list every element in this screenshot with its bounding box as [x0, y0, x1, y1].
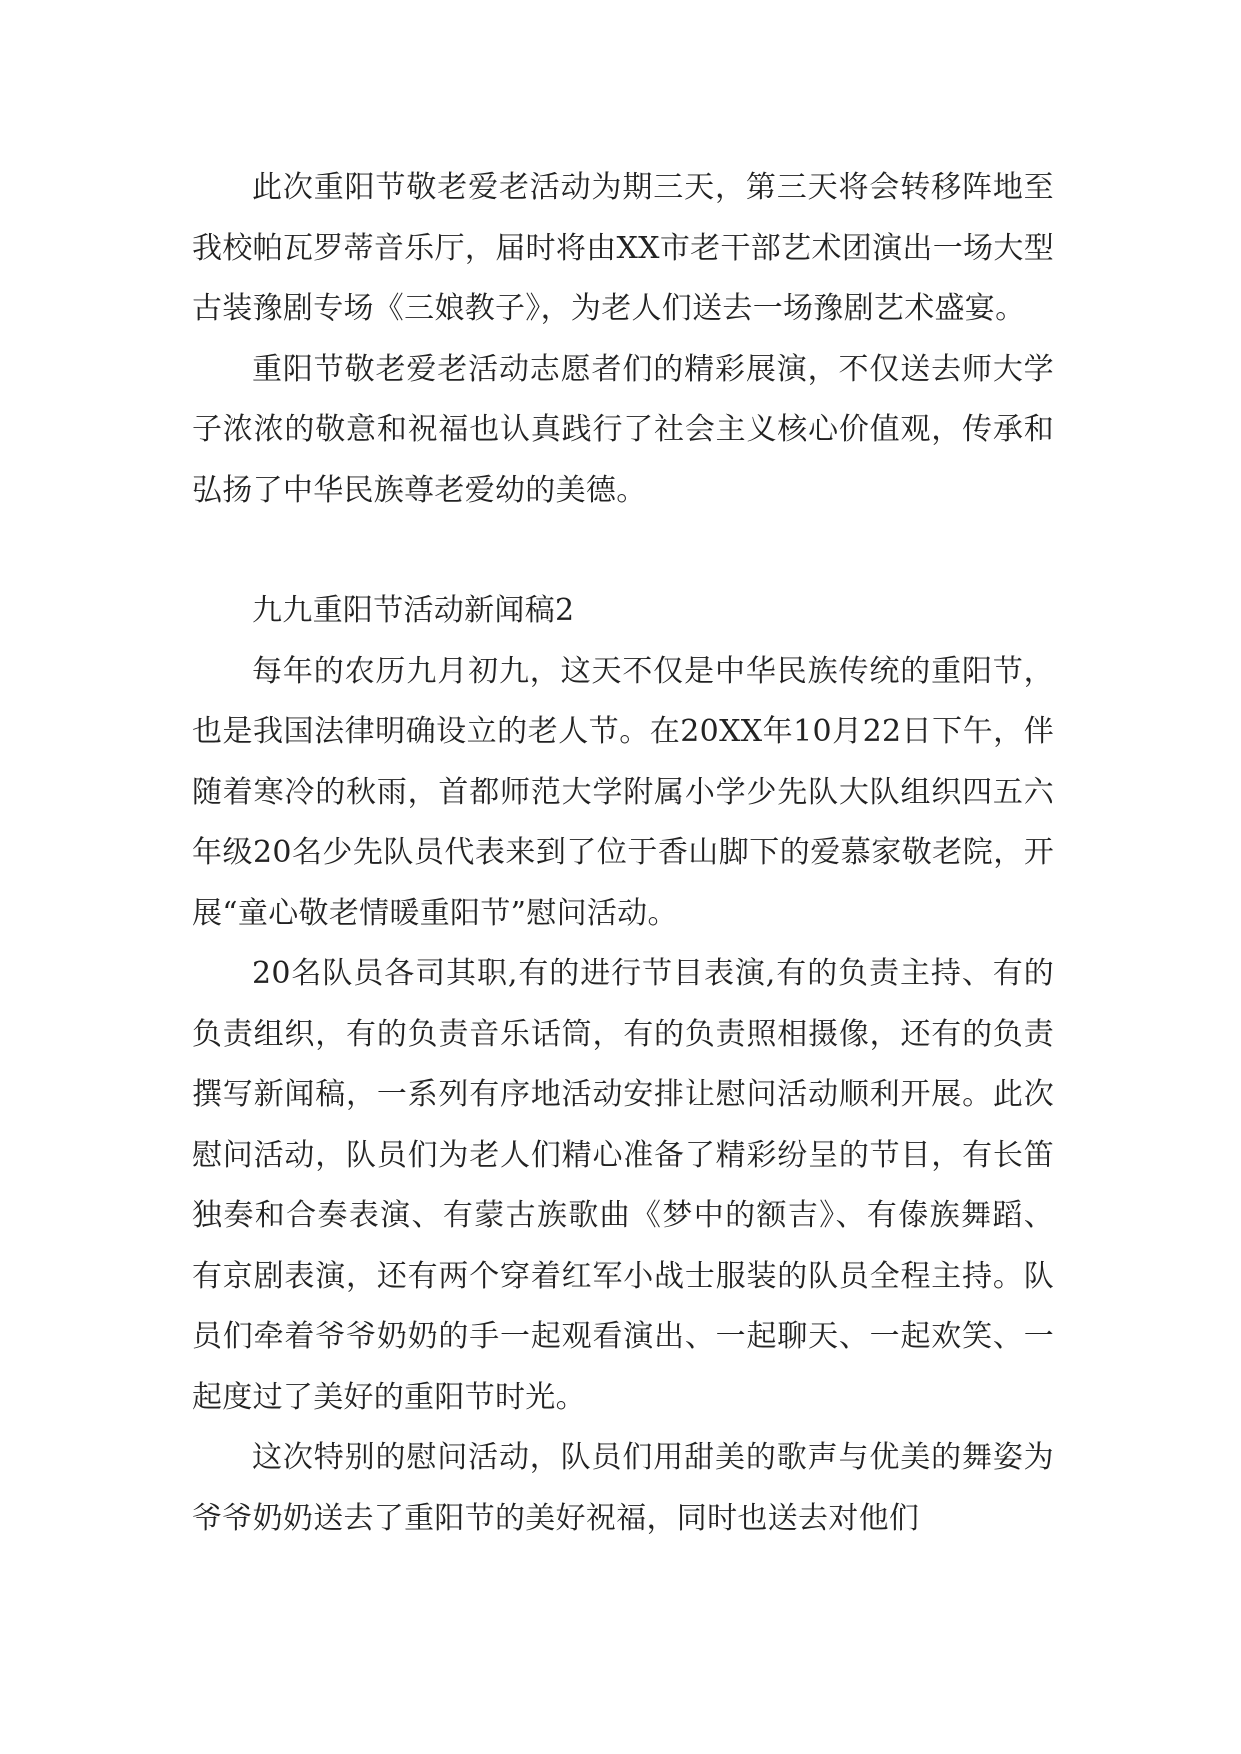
paragraph-news-intro: 每年的农历九月初九，这天不仅是中华民族传统的重阳节，也是我国法律明确设立的老人节。在20XX年10月22日下午，伴随着寒冷的秋雨，首都师范大学附属小学少先队大队组织四五六年级20名少先队员代表来到了位于香山脚下的爱慕家敬老院，开展“童心敬老情暖重阳节”慰问活动。 — [192, 653, 1054, 931]
paragraph-team-roles: 20名队员各司其职,有的进行节目表演,有的负责主持、有的负责组织，有的负责音乐话筒，有的负责照相摄像，还有的负责撰写新闻稿，一系列有序地活动安排让慰问活动顺利开展。此次慰问活动，队员们为老人们精心准备了精彩纷呈的节目，有长笛独奏和合奏表演、有蒙古族歌曲《梦中的额吉》、有傣族舞蹈、有京剧表演，还有两个穿着红军小战士服装的队员全程主持。队员们牵着爷爷奶奶的手一起观看演出、一起聊天、一起欢笑、一起度过了美好的重阳节时光。 — [192, 956, 1054, 1415]
document-body — [192, 158, 1054, 1549]
section-title: 九九重阳节活动新闻稿2 — [252, 593, 575, 628]
paragraph-volunteer-summary: 重阳节敬老爱老活动志愿者们的精彩展演，不仅送去师大学子浓浓的敬意和祝福也认真践行了社会主义核心价值观，传承和弘扬了中华民族尊老爱幼的美德。 — [192, 351, 1054, 508]
section-spacer — [192, 521, 1054, 581]
paragraph-activity-schedule: 此次重阳节敬老爱老活动为期三天，第三天将会转移阵地至我校帕瓦罗蒂音乐厅，届时将由XX市老干部艺术团演出一场大型古装豫剧专场《三娘教子》，为老人们送去一场豫剧艺术盛宴。 — [192, 170, 1054, 326]
paragraph-closing: 这次特别的慰问活动，队员们用甜美的歌声与优美的舞姿为爷爷奶奶送去了重阳节的美好祝福，同时也送去对他们 — [192, 1440, 1054, 1536]
